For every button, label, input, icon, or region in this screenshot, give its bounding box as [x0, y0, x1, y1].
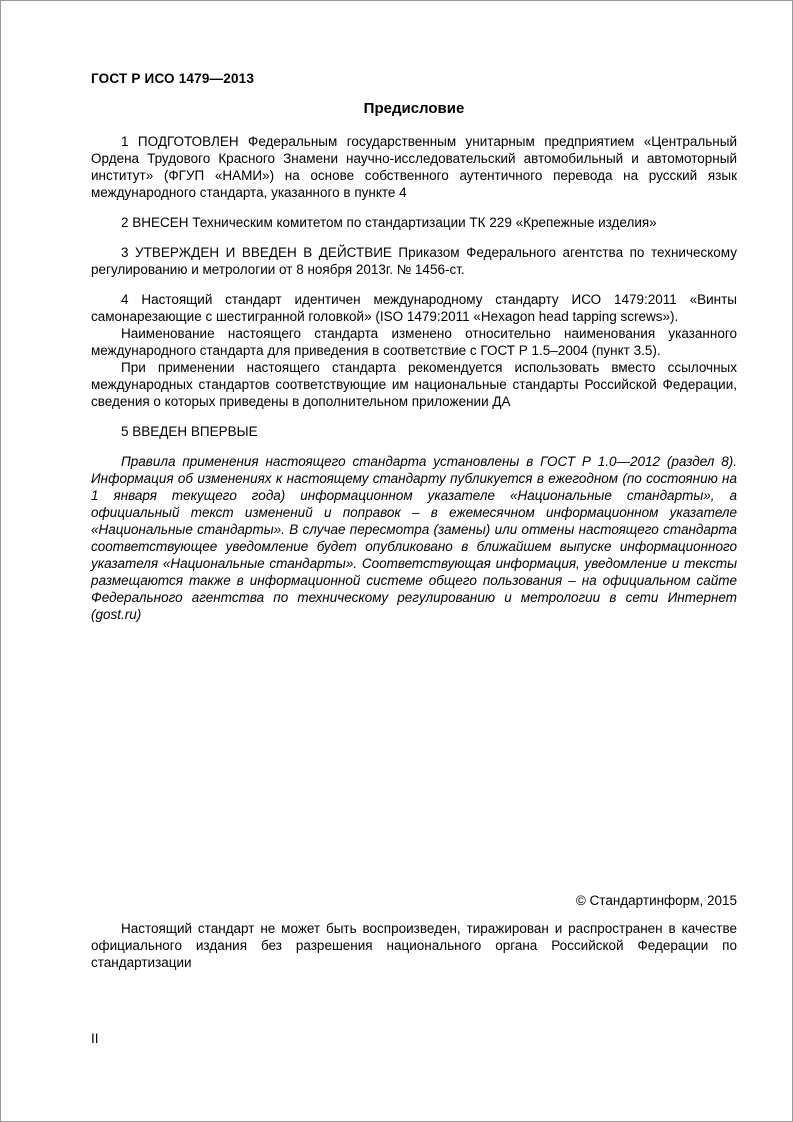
clause-4-name-changed-note: Наименование настоящего стандарта изменено относительно наименования указанного международного стандарта для приведения в соответствие с ГОСТ Р 1.5–2004 (пункт 3.5).: [91, 326, 737, 358]
document-content: [91, 71, 737, 971]
page-title: Предисловие: [363, 100, 465, 117]
clause-3-approved-by: 3 УТВЕРЖДЕН И ВВЕДЕН В ДЕЙСТВИЕ Приказом Федерального агентства по техническому регулированию и метрологии от 8 ноября 2013г. № 1456-ст.: [91, 245, 737, 277]
clause-5-first-introduced: 5 ВВЕДЕН ВПЕРВЫЕ: [121, 424, 258, 439]
clause-4-identical-standard: 4 Настоящий стандарт идентичен международному стандарту ИСО 1479:2011 «Винты самонарезающие с шестигранной головкой» (ISO 1479:2011 «Hexagon head tapping screws»).: [91, 292, 737, 324]
page-number: II: [91, 1031, 99, 1046]
clause-2-submitted-by: 2 ВНЕСЕН Техническим комитетом по стандартизации ТК 229 «Крепежные изделия»: [121, 215, 657, 230]
copyright-notice: © Стандартинформ, 2015: [575, 893, 737, 908]
clause-4-referenced-standards-note: При применении настоящего стандарта рекомендуется использовать вместо ссылочных международных стандартов соответствующие им национальные стандарты Российской Федерации, сведения о которых приведены в дополнительном приложении ДА: [91, 360, 737, 409]
standard-designation: ГОСТ Р ИСО 1479—2013: [91, 71, 255, 86]
clause-1-prepared-by: 1 ПОДГОТОВЛЕН Федеральным государственным унитарным предприятием «Центральный Ордена Трудового Красного Знамени научно-исследовательский автомобильный и автомоторный институт» (ФГУП «НАМИ») на основе собственного аутентичного перевода на русский язык международного стандарта, указанного в пункте 4: [91, 134, 737, 200]
reproduction-restriction-note: Настоящий стандарт не может быть воспроизведен, тиражирован и распространен в качестве официального издания без разрешения национального органа Российской Федерации по стандартизации: [91, 921, 737, 970]
application-rules-note: Правила применения настоящего стандарта установлены в ГОСТ Р 1.0—2012 (раздел 8). Информация об изменениях к настоящему стандарту публикуется в ежегодном (по состоянию на 1 января текущего года) информационном указателе «Национальные стандарты», а официальный текст изменений и поправок – в ежемесячном информационном указателе «Национальные стандарты». В случае пересмотра (замены) или отмены настоящего стандарта соответствующее уведомление будет опубликовано в ближайшем выпуске информационного указателя «Национальные стандарты». Соответствующая информация, уведомление и тексты размещаются также в информационной системе общего пользования – на официальном сайте Федерального агентства по техническому регулированию и метрологии в сети Интернет (gost.ru): [91, 454, 737, 622]
